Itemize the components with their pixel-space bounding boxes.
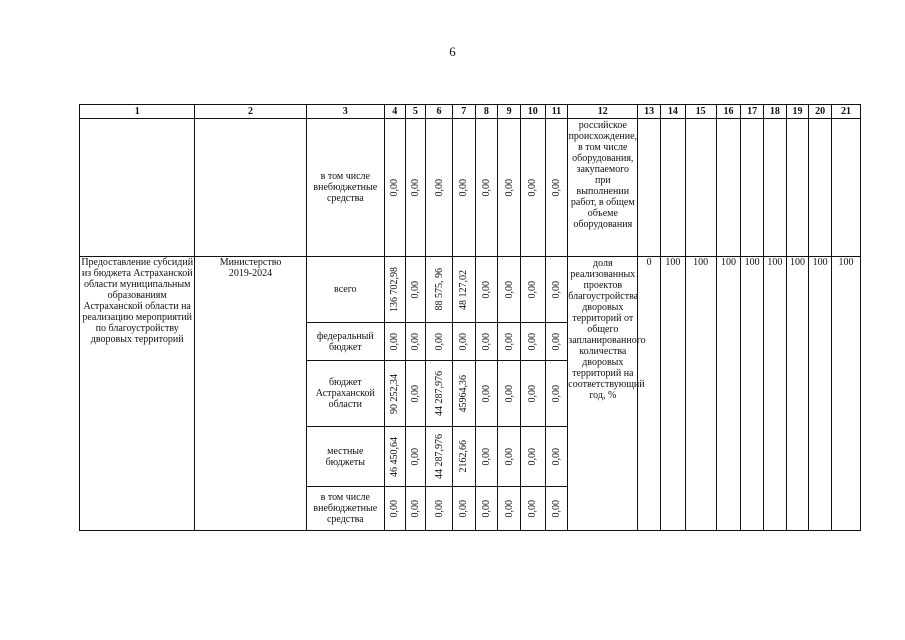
value-cell: 0,00 [405, 119, 426, 257]
value-cell: 0,00 [384, 119, 405, 257]
value-cell: 0,00 [498, 257, 521, 323]
value-cell: 0,00 [475, 427, 498, 487]
header-cell: 9 [498, 105, 521, 119]
value-cell: 45964,36 [452, 361, 475, 427]
value-cell: 0,00 [520, 427, 545, 487]
value-cell: 0,00 [452, 487, 475, 531]
target-cell: 100 [809, 257, 832, 531]
header-cell: 15 [685, 105, 716, 119]
activity-cell: Предоставление субсидий из бюджета Астраханской области муниципальным образованиям Астраханской области на реализацию мероприятий по благоустройству дворовых территорий [80, 257, 195, 531]
target-cell: 100 [763, 257, 786, 531]
value-cell: 0,00 [545, 427, 568, 487]
header-cell: 21 [831, 105, 860, 119]
value-cell: 48 127,02 [452, 257, 475, 323]
target-cell: 100 [660, 257, 685, 531]
value-cell: 0,00 [520, 119, 545, 257]
header-row [80, 105, 861, 119]
header-cell: 12 [568, 105, 638, 119]
source-cell: всего [306, 257, 384, 323]
value-cell: 0,00 [545, 323, 568, 361]
value-cell: 0,00 [426, 323, 453, 361]
target-cell: 100 [786, 257, 809, 531]
value-cell: 0,00 [545, 487, 568, 531]
value-cell: 0,00 [475, 257, 498, 323]
value-cell: 0,00 [405, 257, 426, 323]
executor-cell [195, 257, 306, 531]
target-cell [786, 119, 809, 257]
table-row [80, 257, 861, 323]
header-cell: 8 [475, 105, 498, 119]
value-cell: 0,00 [498, 323, 521, 361]
value-cell: 46 450,64 [384, 427, 405, 487]
value-cell: 0,00 [545, 119, 568, 257]
value-cell: 0,00 [405, 323, 426, 361]
value-cell: 0,00 [475, 361, 498, 427]
indicator-cell: российское происхождение, в том числе оборудования, закупаемого при выполнении работ, в общем объеме оборудования [568, 119, 638, 257]
value-cell: 44 287,976 [426, 427, 453, 487]
header-cell: 10 [520, 105, 545, 119]
value-cell: 44 287,976 [426, 361, 453, 427]
header-cell: 7 [452, 105, 475, 119]
executor-cell [195, 119, 306, 257]
header-cell: 3 [306, 105, 384, 119]
value-cell: 2162,66 [452, 427, 475, 487]
header-cell: 14 [660, 105, 685, 119]
header-cell: 19 [786, 105, 809, 119]
header-cell: 4 [384, 105, 405, 119]
value-cell: 0,00 [475, 487, 498, 531]
value-cell: 0,00 [498, 487, 521, 531]
target-cell [831, 119, 860, 257]
source-cell: бюджет Астраханской области [306, 361, 384, 427]
value-cell: 90 252,34 [384, 361, 405, 427]
value-cell: 0,00 [405, 487, 426, 531]
value-cell: 0,00 [475, 119, 498, 257]
source-cell: в том числе внебюджетные средства [306, 487, 384, 531]
value-cell: 0,00 [426, 119, 453, 257]
target-cell [763, 119, 786, 257]
header-cell: 20 [809, 105, 832, 119]
value-cell: 0,00 [498, 119, 521, 257]
header-cell: 6 [426, 105, 453, 119]
activity-cell [80, 119, 195, 257]
value-cell: 0,00 [498, 361, 521, 427]
header-cell: 18 [763, 105, 786, 119]
executor-name: Министерство [219, 257, 282, 268]
value-cell: 0,00 [545, 361, 568, 427]
value-cell: 136 702,98 [384, 257, 405, 323]
value-cell: 0,00 [384, 487, 405, 531]
indicator-cell: доля реализованных проектов благоустройства дворовых территорий от общего запланированного количества дворовых территорий на соответствующий год, % [568, 257, 638, 531]
target-cell [741, 119, 764, 257]
target-cell: 0 [638, 257, 661, 531]
value-cell: 0,00 [452, 323, 475, 361]
header-cell: 5 [405, 105, 426, 119]
source-cell: местные бюджеты [306, 427, 384, 487]
target-cell [809, 119, 832, 257]
header-cell: 2 [195, 105, 306, 119]
value-cell: 0,00 [520, 487, 545, 531]
target-cell: 100 [831, 257, 860, 531]
header-cell: 16 [716, 105, 741, 119]
value-cell: 0,00 [405, 361, 426, 427]
header-cell: 1 [80, 105, 195, 119]
executor-period: 2019-2024 [228, 268, 273, 279]
value-cell: 0,00 [520, 323, 545, 361]
source-cell: федеральный бюджет [306, 323, 384, 361]
header-cell: 17 [741, 105, 764, 119]
target-cell [685, 119, 716, 257]
value-cell: 88 575, 96 [426, 257, 453, 323]
page-number: 6 [449, 44, 456, 59]
value-cell: 0,00 [405, 427, 426, 487]
source-cell: в том числе внебюджетные средства [306, 119, 384, 257]
header-cell: 11 [545, 105, 568, 119]
target-cell: 100 [685, 257, 716, 531]
table-row [80, 119, 861, 257]
value-cell: 0,00 [426, 487, 453, 531]
value-cell: 0,00 [520, 361, 545, 427]
target-cell: 100 [741, 257, 764, 531]
header-cell: 13 [638, 105, 661, 119]
value-cell: 0,00 [384, 323, 405, 361]
target-cell [638, 119, 661, 257]
program-table [79, 104, 861, 531]
target-cell [660, 119, 685, 257]
value-cell: 0,00 [520, 257, 545, 323]
value-cell: 0,00 [475, 323, 498, 361]
value-cell: 0,00 [498, 427, 521, 487]
target-cell [716, 119, 741, 257]
value-cell: 0,00 [452, 119, 475, 257]
value-cell: 0,00 [545, 257, 568, 323]
target-cell: 100 [716, 257, 741, 531]
